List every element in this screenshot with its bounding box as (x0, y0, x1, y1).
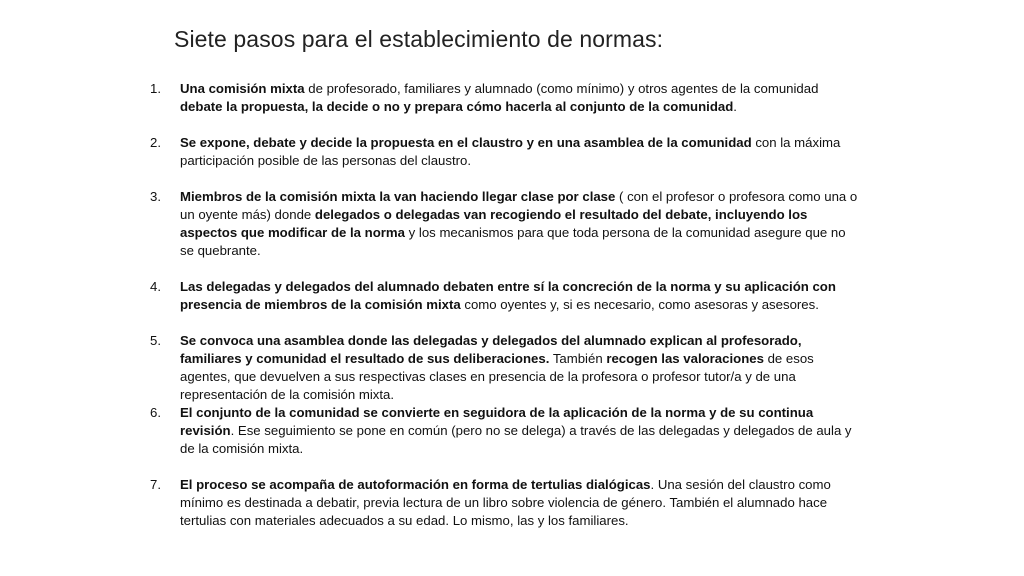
step-plain-text: de profesorado, familiares y alumnado (como mínimo) y otros agentes de la comunidad (304, 81, 819, 96)
step-text (180, 476, 862, 530)
step-bold-text: Se convoca una asamblea donde las delegadas y delegados del alumnado explican al profesorado, familiares y comunidad el resultado de sus deliberaciones. (180, 333, 802, 366)
step-text (180, 332, 862, 404)
steps-list (150, 80, 862, 530)
step-plain-text: También (549, 351, 607, 366)
step-bold-text: recogen las valoraciones (606, 351, 764, 366)
step-number: 7. (150, 477, 161, 492)
step-bold-text: debate la propuesta, la decide o no y prepara cómo hacerla al conjunto de la comunidad (180, 99, 734, 114)
step-plain-text: . Ese seguimiento se pone en común (pero no se delega) a través de las delegadas y delegados de aula y de la comisión mixta. (180, 423, 852, 456)
step-text (180, 404, 862, 458)
step-text (180, 278, 862, 314)
step-item (150, 134, 862, 170)
step-number: 1. (150, 81, 161, 96)
step-number: 6. (150, 405, 161, 420)
step-text (180, 188, 862, 260)
step-number: 5. (150, 333, 161, 348)
step-bold-text: delegados o delegadas van recogiendo el resultado del debate, incluyendo los aspectos que modificar de la norma (180, 207, 808, 240)
step-bold-text: El conjunto de la comunidad se convierte en seguidora de la aplicación de la norma y de su continua revisión (180, 405, 814, 438)
step-number: 4. (150, 279, 161, 294)
step-item (150, 80, 862, 116)
step-item (150, 188, 862, 260)
step-number: 2. (150, 135, 161, 150)
step-bold-text: Las delegadas y delegados del alumnado debaten entre sí la concreción de la norma y su aplicación con presencia de miembros de la comisión mixta (180, 279, 836, 312)
step-bold-text: Se expone, debate y decide la propuesta en el claustro y en una asamblea de la comunidad (180, 135, 752, 150)
step-item (150, 332, 862, 404)
step-bold-text: El proceso se acompaña de autoformación en forma de tertulias dialógicas (180, 477, 651, 492)
step-plain-text: con la máxima participación posible de las personas del claustro. (180, 135, 841, 168)
slide-title: Siete pasos para el establecimiento de normas: (174, 26, 664, 52)
step-plain-text: y los mecanismos para que toda persona de la comunidad asegure que no se quebrante. (180, 225, 846, 258)
step-bold-text: Una comisión mixta (180, 81, 305, 96)
step-item (150, 404, 862, 458)
step-plain-text: ( con el profesor o profesora como una o un oyente más) donde (180, 189, 858, 222)
step-plain-text: de esos agentes, que devuelven a sus respectivas clases en presencia de la profesora o profesor tutor/a y de una representación de la comisión mixta. (180, 351, 814, 402)
step-text (180, 80, 862, 116)
step-bold-text: Miembros de la comisión mixta la van haciendo llegar clase por clase (180, 189, 616, 204)
step-text (180, 134, 862, 170)
step-plain-text: . Una sesión del claustro como mínimo es destinada a debatir, previa lectura de un libro sobre violencia de género. También el alumnado hace tertulias con materiales adecuados a su edad. Lo mismo, las y los familiares. (180, 477, 831, 528)
step-plain-text: . (733, 99, 737, 114)
step-plain-text: como oyentes y, si es necesario, como asesoras y asesores. (460, 297, 819, 312)
step-item (150, 278, 862, 314)
step-item (150, 476, 862, 530)
step-number: 3. (150, 189, 161, 204)
